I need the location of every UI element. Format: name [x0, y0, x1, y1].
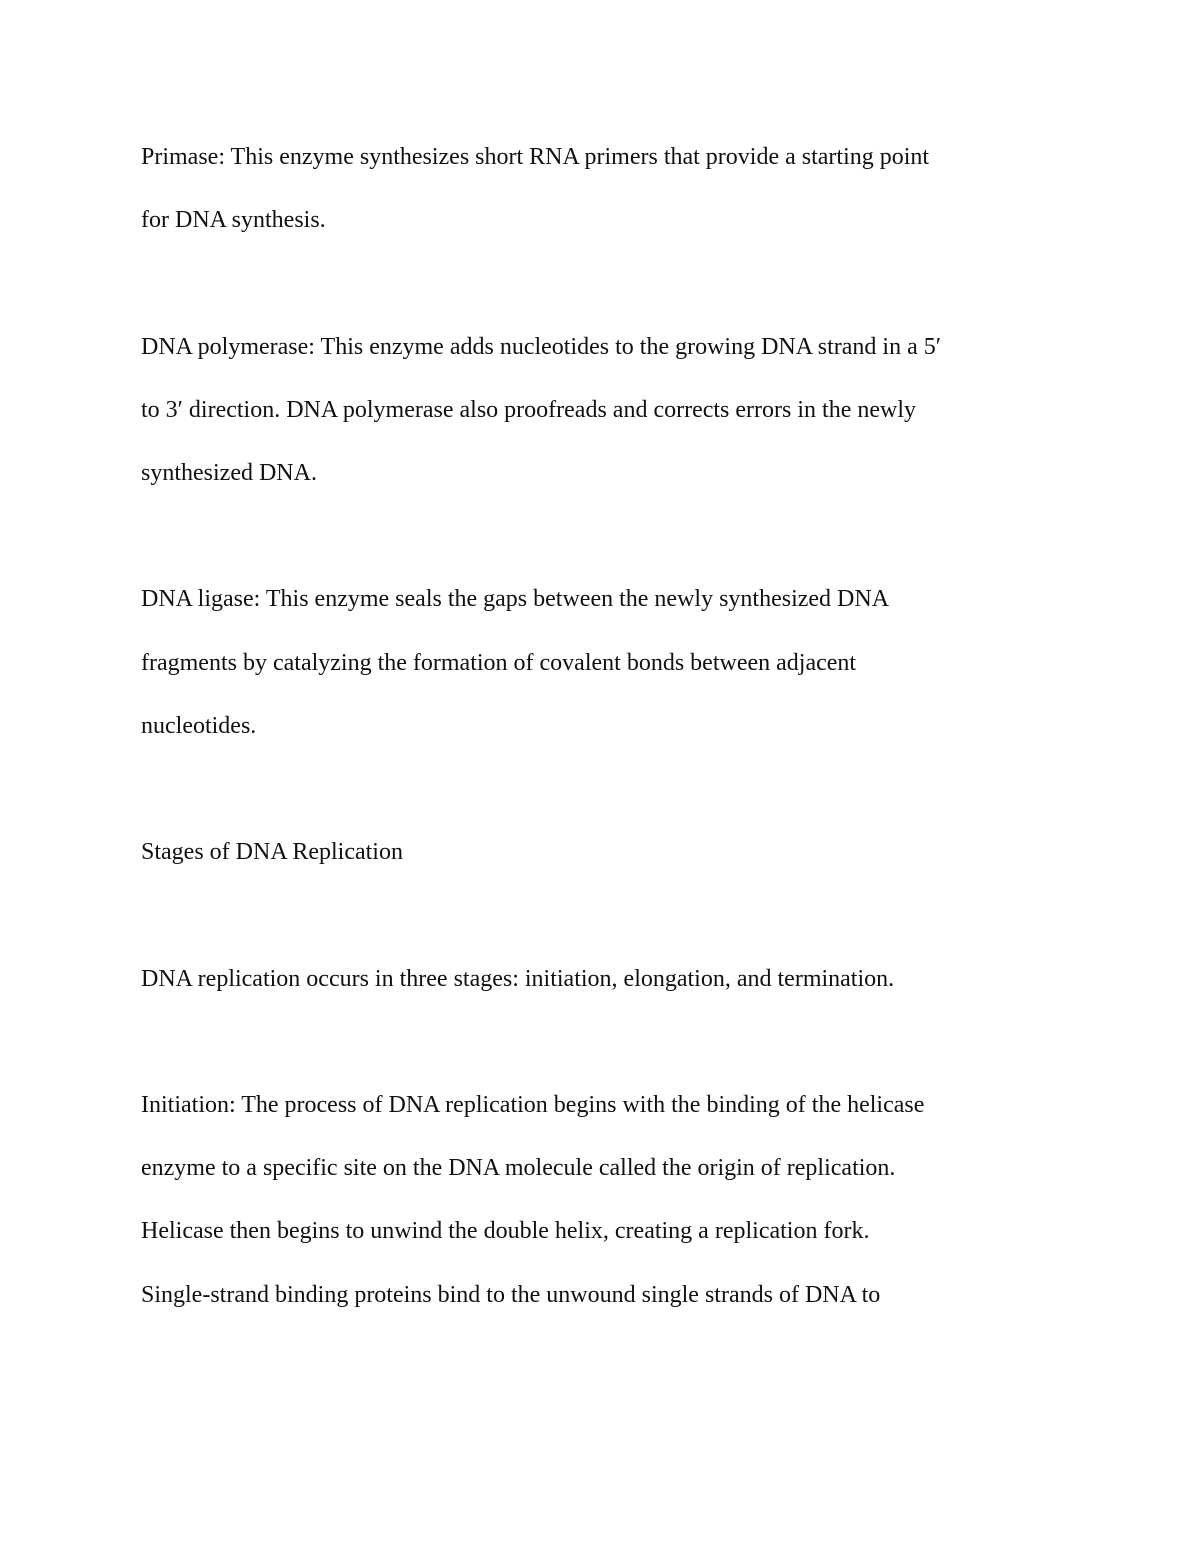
paragraph-dna-ligase: [141, 568, 1071, 758]
section-heading-stages: [141, 821, 1071, 884]
text-line: to 3′ direction. DNA polymerase also proofreads and corrects errors in the newly: [141, 396, 917, 423]
paragraph-spacer: [141, 505, 1071, 568]
text-line: Helicase then begins to unwind the double helix, creating a replication fork.: [141, 1218, 870, 1245]
text-line: DNA replication occurs in three stages: initiation, elongation, and termination.: [141, 965, 895, 992]
text-line: Initiation: The process of DNA replication begins with the binding of the helicase: [141, 1091, 925, 1118]
text-line: Primase: This enzyme synthesizes short RNA primers that provide a starting point: [141, 144, 930, 170]
paragraph-stages-intro: [141, 948, 1071, 1011]
paragraph-dna-polymerase: [141, 316, 1071, 506]
text-line: enzyme to a specific site on the DNA molecule called the origin of replication.: [141, 1155, 896, 1182]
document-body: [141, 126, 1071, 1327]
text-line: Single-strand binding proteins bind to the unwound single strands of DNA to: [141, 1281, 881, 1308]
text-line: synthesized DNA.: [141, 460, 317, 486]
paragraph-spacer: [141, 884, 1071, 947]
paragraph-spacer: [141, 252, 1071, 315]
paragraph-primase: [141, 126, 1071, 252]
text-line: for DNA synthesis.: [141, 207, 326, 234]
paragraph-spacer: [141, 758, 1071, 821]
paragraph-initiation: [141, 1074, 1071, 1327]
text-line: DNA ligase: This enzyme seals the gaps between the newly synthesized DNA: [141, 586, 890, 613]
text-line: DNA polymerase: This enzyme adds nucleotides to the growing DNA strand in a 5′: [141, 333, 941, 360]
paragraph-spacer: [141, 1011, 1071, 1074]
text-line: fragments by catalyzing the formation of covalent bonds between adjacent: [141, 649, 857, 676]
heading-line: Stages of DNA Replication: [141, 839, 403, 866]
text-line: nucleotides.: [141, 712, 257, 739]
